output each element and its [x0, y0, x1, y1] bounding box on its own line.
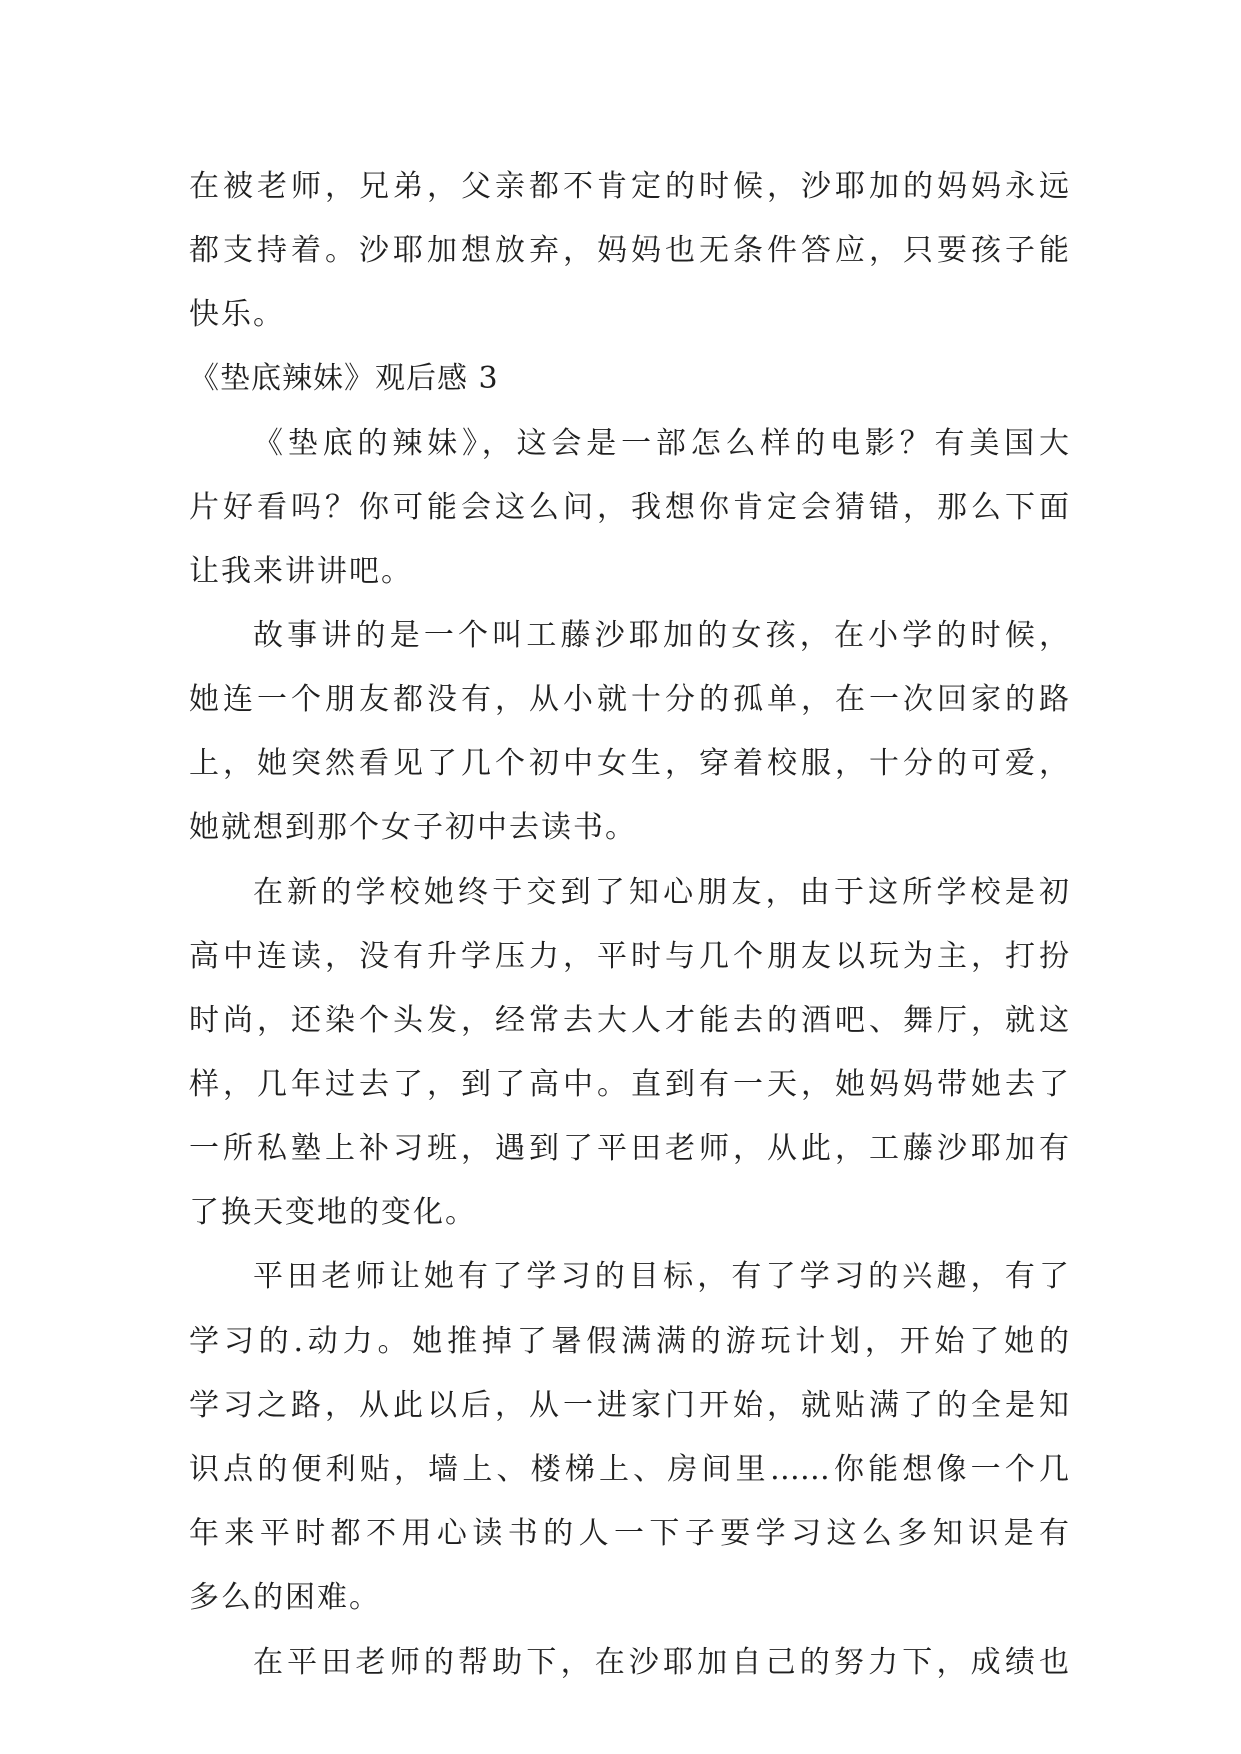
text-line: 多么的困难。 — [189, 1580, 381, 1615]
text-line: 上，她突然看见了几个初中女生，穿着校服，十分的可爱， — [189, 746, 1069, 781]
text-line: 在新的学校她终于交到了知心朋友，由于这所学校是初 — [253, 875, 1069, 910]
text-line: 她连一个朋友都没有，从小就十分的孤单，在一次回家的路 — [189, 682, 1069, 717]
text-line: 她就想到那个女子初中去读书。 — [189, 810, 637, 845]
text-line: 时尚，还染个头发，经常去大人才能去的酒吧、舞厅，就这 — [189, 1003, 1069, 1038]
text-line: 在被老师，兄弟，父亲都不肯定的时候，沙耶加的妈妈永远 — [189, 169, 1069, 204]
section-heading: 《垫底辣妹》观后感 3 — [189, 361, 499, 396]
text-line: 在平田老师的帮助下，在沙耶加自己的努力下，成绩也 — [253, 1645, 1069, 1680]
text-line: 学习的.动力。她推掉了暑假满满的游玩计划，开始了她的 — [189, 1324, 1069, 1359]
text-line: 快乐。 — [189, 297, 285, 332]
text-line: 让我来讲讲吧。 — [189, 554, 413, 589]
text-line: 学习之路，从此以后，从一进家门开始，就贴满了的全是知 — [189, 1388, 1069, 1423]
text-line: 《垫底的辣妹》，这会是一部怎么样的电影？有美国大 — [253, 426, 1069, 461]
text-line: 一所私塾上补习班，遇到了平田老师，从此，工藤沙耶加有 — [189, 1131, 1069, 1166]
text-line: 年来平时都不用心读书的人一下子要学习这么多知识是有 — [189, 1516, 1069, 1551]
text-line: 都支持着。沙耶加想放弃，妈妈也无条件答应，只要孩子能 — [189, 233, 1069, 268]
text-line: 了换天变地的变化。 — [189, 1195, 477, 1230]
text-line: 平田老师让她有了学习的目标，有了学习的兴趣，有了 — [253, 1259, 1069, 1294]
text-line: 故事讲的是一个叫工藤沙耶加的女孩，在小学的时候， — [253, 618, 1069, 653]
text-line: 高中连读，没有升学压力，平时与几个朋友以玩为主，打扮 — [189, 939, 1069, 974]
text-line: 识点的便利贴，墙上、楼梯上、房间里……你能想像一个几 — [189, 1452, 1069, 1487]
text-line: 样，几年过去了，到了高中。直到有一天，她妈妈带她去了 — [189, 1067, 1069, 1102]
text-line: 片好看吗？你可能会这么问，我想你肯定会猜错，那么下面 — [189, 490, 1069, 525]
